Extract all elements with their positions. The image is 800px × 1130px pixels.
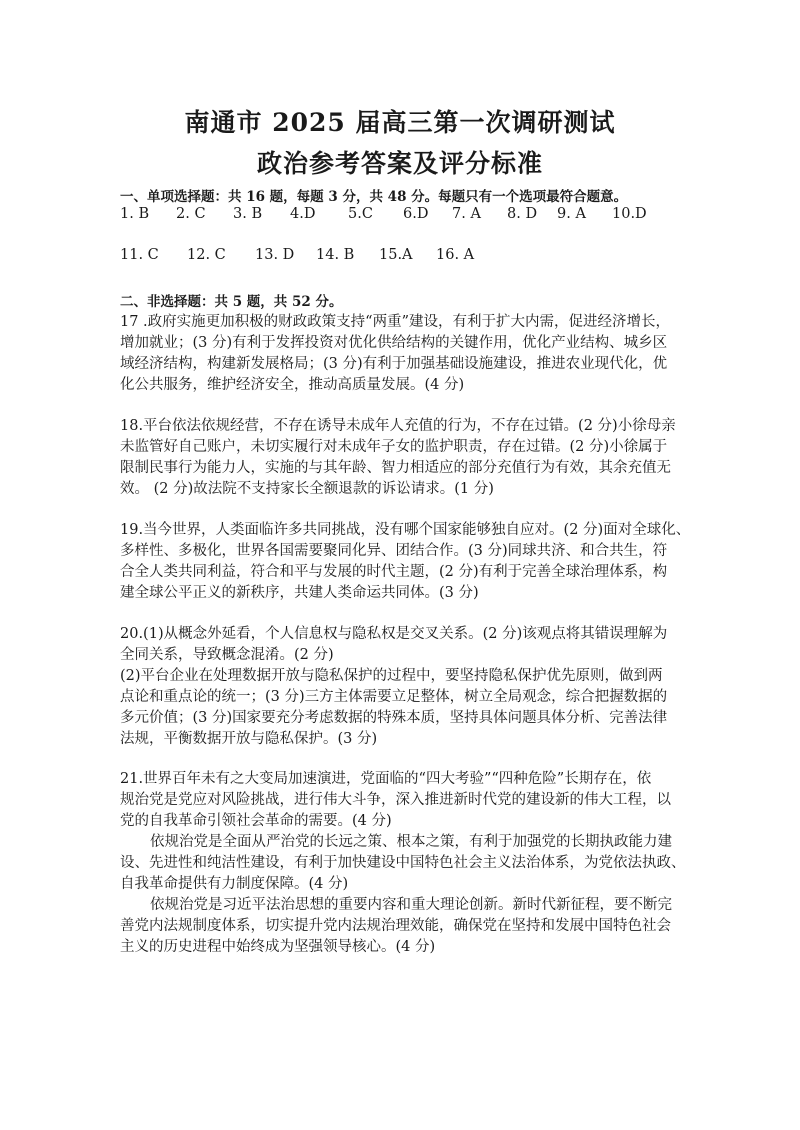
q18-line: 18.平台依法依规经营，不存在诱导未成年人充值的行为，不存在过错。(2 分)小徐母亲 — [120, 418, 676, 434]
q21-line: 主义的历史进程中始终成为坚强领导核心。(4 分) — [120, 939, 436, 955]
answer-item: 12. C — [187, 247, 226, 263]
q19-line: 多样性、多极化，世界各国需要聚同化异、团结合作。(3 分)同球共济、和合共生，符 — [120, 543, 668, 559]
answer-item: 11. C — [120, 247, 159, 263]
q21-line: 21.世界百年未有之大变局加速演进，党面临的“四大考验”“四种危险”长期存在，依 — [120, 771, 652, 787]
answer-item: 6.D — [403, 206, 429, 222]
section2-heading: 二、非选择题：共 5 题，共 52 分。 — [120, 294, 343, 310]
answer-item: 1. B — [120, 206, 150, 222]
q20-line: 法规，平衡数据开放与隐私保护。(3 分) — [120, 731, 378, 747]
q21-line: 设、先进性和纯洁性建设，有利于加快建设中国特色社会主义法治体系，为党依法执政、 — [120, 855, 686, 871]
page-subtitle: 政治参考答案及评分标准 — [256, 149, 543, 178]
q19-line: 建全球公平正义的新秩序，共建人类命运共同体。(3 分) — [120, 585, 479, 601]
q19-line: 19.当今世界，人类面临许多共同挑战，没有哪个国家能够独自应对。(2 分)面对全球化、 — [120, 522, 691, 538]
answer-item: 5.C — [348, 206, 373, 222]
q17-line: 化公共服务，维护经济安全，推动高质量发展。(4 分) — [120, 377, 465, 393]
q21-line: 依规治党是全面从严治党的长远之策、根本之策，有利于加强党的长期执政能力建 — [150, 834, 672, 850]
q21-line: 依规治党是习近平法治思想的重要内容和重大理论创新。新时代新征程，要不断完 — [150, 897, 672, 913]
answer-item: 13. D — [255, 247, 295, 263]
q20-line: (2)平台企业在处理数据开放与隐私保护的过程中，要坚持隐私保护优先原则，做到两 — [120, 668, 663, 684]
q19-line: 合全人类共同利益，符合和平与发展的时代主题，(2 分)有利于完善全球治理体系，构 — [120, 564, 668, 580]
answer-item: 2. C — [176, 206, 206, 222]
q21-line: 规治党是党应对风险挑战，进行伟大斗争，深入推进新时代党的建设新的伟大工程，以 — [120, 792, 671, 808]
answer-item: 14. B — [316, 247, 355, 263]
q17-line: 域经济结构，构建新发展格局；(3 分)有利于加强基础设施建设，推进农业现代化，优 — [120, 356, 668, 372]
answer-item: 3. B — [233, 206, 263, 222]
q18-line: 效。 (2 分)故法院不支持家长全额退款的诉讼请求。(1 分) — [120, 481, 494, 497]
q21-line: 自我革命提供有力制度保障。(4 分) — [120, 876, 349, 892]
answer-item: 4.D — [290, 206, 316, 222]
q20-line: 点论和重点论的统一；(3 分)三方主体需要立足整体，树立全局观念，综合把握数据的 — [120, 689, 668, 705]
q18-line: 未监管好自己账户，未切实履行对未成年子女的监护职责，存在过错。(2 分)小徐属于 — [120, 439, 668, 455]
section1-heading: 一、单项选择题：共 16 题，每题 3 分，共 48 分。每题只有一个选项最符合题意。 — [120, 189, 628, 205]
page-title: 南通市 2025 届高三第一次调研测试 — [184, 108, 616, 137]
answer-item: 10.D — [612, 206, 647, 222]
answer-item: 9. A — [557, 206, 586, 222]
answer-item: 8. D — [507, 206, 538, 222]
q21-line: 善党内法规制度体系，切实提升党内法规治理效能，确保党在坚持和发展中国特色社会 — [120, 918, 671, 934]
q17-line: 17 .政府实施更加积极的财政政策支持“两重”建设，有利于扩大内需，促进经济增长， — [120, 314, 670, 330]
q21-line: 党的自我革命引领社会革命的需要。(4 分) — [120, 813, 392, 829]
answer-item: 7. A — [452, 206, 481, 222]
answer-item: 16. A — [436, 247, 475, 263]
q20-line: 20.(1)从概念外延看，个人信息权与隐私权是交叉关系。(2 分)该观点将其错误理解为 — [120, 626, 668, 642]
q20-line: 全同关系，导致概念混淆。(2 分) — [120, 647, 334, 663]
q17-line: 增加就业；(3 分)有利于发挥投资对优化供给结构的关键作用，优化产业结构、城乡区 — [120, 335, 668, 351]
q18-line: 限制民事行为能力人，实施的与其年龄、智力相适应的部分充值行为有效，其余充值无 — [120, 460, 671, 476]
q20-line: 多元价值；(3 分)国家要充分考虑数据的特殊本质，坚持具体问题具体分析、完善法律 — [120, 710, 668, 726]
answer-item: 15.A — [379, 247, 413, 263]
